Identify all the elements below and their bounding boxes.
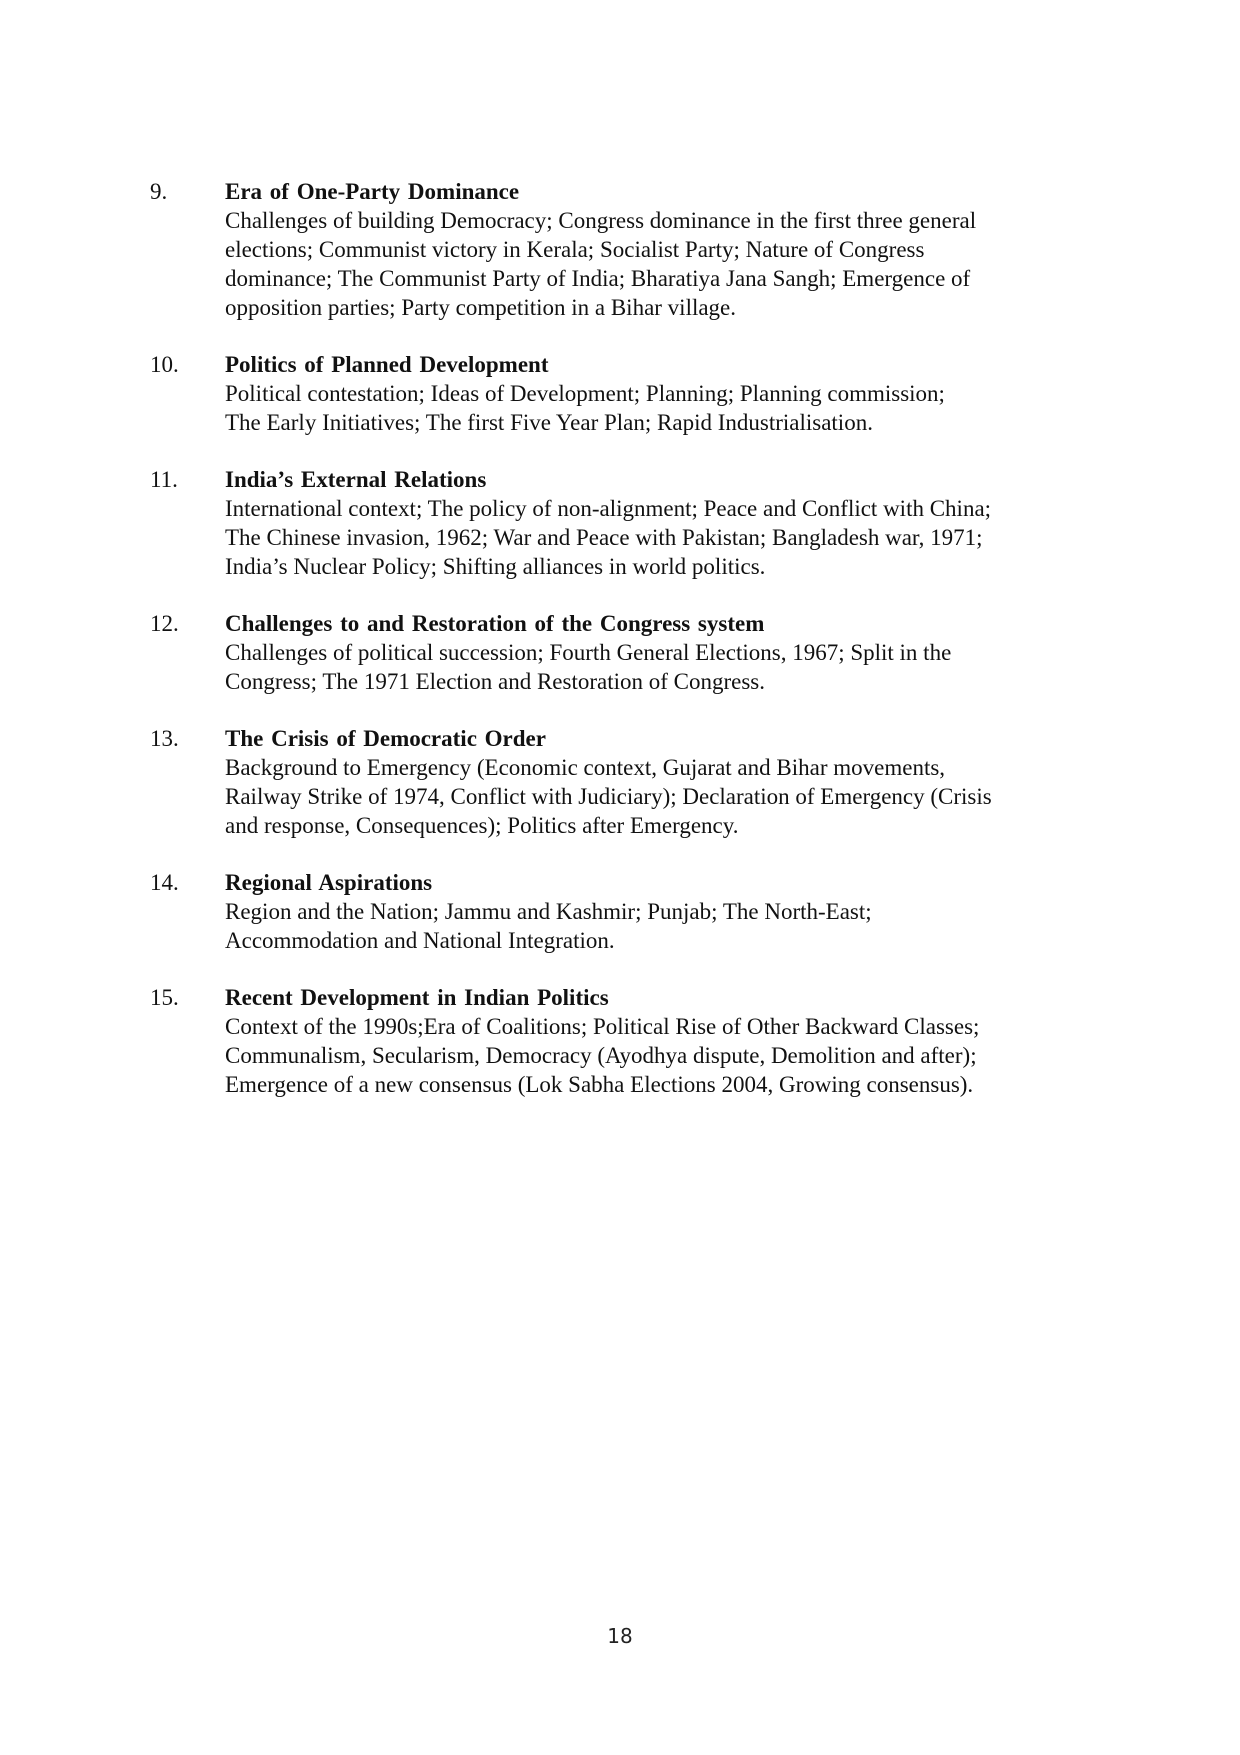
unit-number: 14. [150, 870, 179, 895]
unit-description-line: Context of the 1990s;Era of Coalitions; Political Rise of Other Backward Classes; [225, 1014, 980, 1039]
unit-number: 15. [150, 985, 179, 1010]
unit-15 [150, 983, 1080, 1099]
unit-number: 13. [150, 726, 179, 751]
page-number: 18 [607, 1624, 633, 1648]
unit-description-line: Challenges of building Democracy; Congress dominance in the first three general [225, 208, 977, 233]
unit-description-line: Background to Emergency (Economic context, Gujarat and Bihar movements, [225, 755, 946, 780]
unit-description-line: Communalism, Secularism, Democracy (Ayodhya dispute, Demolition and after); [225, 1043, 977, 1068]
unit-description-line: Congress; The 1971 Election and Restoration of Congress. [225, 669, 765, 694]
unit-title: Regional Aspirations [225, 870, 433, 895]
unit-description-line: Accommodation and National Integration. [225, 928, 615, 953]
unit-description-line: Political contestation; Ideas of Development; Planning; Planning commission; [225, 381, 945, 406]
unit-description-line: Region and the Nation; Jammu and Kashmir; Punjab; The North-East; [225, 899, 872, 924]
unit-title: India’s External Relations [225, 467, 487, 492]
unit-number: 9. [150, 179, 168, 204]
unit-13 [150, 724, 1080, 840]
unit-description-line: India’s Nuclear Policy; Shifting alliances in world politics. [225, 554, 766, 579]
unit-10 [150, 350, 1080, 437]
unit-description-line: opposition parties; Party competition in a Bihar village. [225, 295, 737, 320]
unit-14 [150, 868, 1080, 955]
unit-title: The Crisis of Democratic Order [225, 726, 546, 751]
unit-title: Challenges to and Restoration of the Congress system [225, 611, 765, 636]
unit-12 [150, 609, 1080, 696]
unit-description-line: Railway Strike of 1974, Conflict with Judiciary); Declaration of Emergency (Crisis [225, 784, 992, 809]
unit-description-line: Challenges of political succession; Fourth General Elections, 1967; Split in the [225, 640, 952, 665]
unit-description-line: Emergence of a new consensus (Lok Sabha Elections 2004, Growing consensus). [225, 1072, 974, 1097]
unit-number: 12. [150, 611, 179, 636]
unit-description-line: and response, Consequences); Politics after Emergency. [225, 813, 739, 838]
unit-9 [150, 177, 1080, 322]
unit-description-line: dominance; The Communist Party of India; Bharatiya Jana Sangh; Emergence of [225, 266, 971, 291]
unit-title: Era of One-Party Dominance [225, 179, 520, 204]
syllabus-units [150, 177, 1080, 1127]
unit-description-line: The Chinese invasion, 1962; War and Peace with Pakistan; Bangladesh war, 1971; [225, 525, 983, 550]
unit-title: Recent Development in Indian Politics [225, 985, 609, 1010]
unit-description-line: International context; The policy of non-alignment; Peace and Conflict with China; [225, 496, 992, 521]
unit-description-line: elections; Communist victory in Kerala; Socialist Party; Nature of Congress [225, 237, 925, 262]
unit-number: 10. [150, 352, 179, 377]
unit-11 [150, 465, 1080, 581]
unit-number: 11. [150, 467, 178, 492]
unit-title: Politics of Planned Development [225, 352, 549, 377]
unit-description-line: The Early Initiatives; The first Five Year Plan; Rapid Industrialisation. [225, 410, 873, 435]
